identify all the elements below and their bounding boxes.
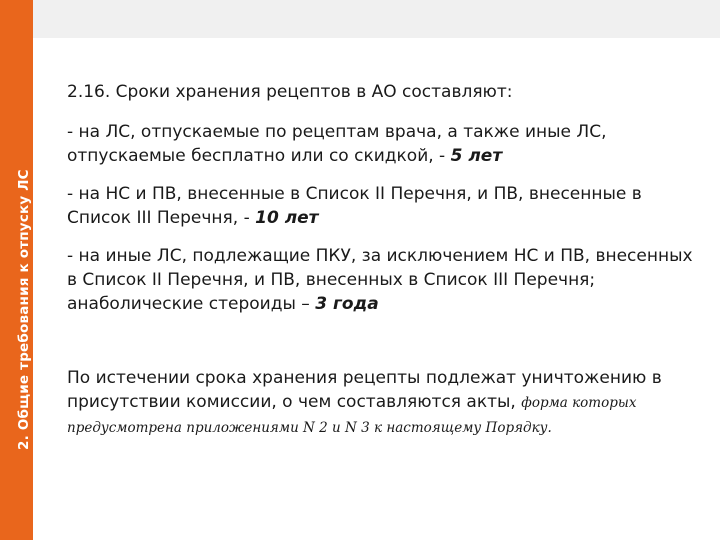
list-item-term: 3 года	[315, 294, 379, 314]
top-band	[0, 0, 720, 38]
list-item-term: 10 лет	[255, 208, 319, 228]
list-item-text: - на иные ЛС, подлежащие ПКУ, за исключением НС и ПВ, внесенных в Список II Перечня, и ПВ, внесенных в Список III Перечня; анаболические стероиды –	[67, 246, 693, 314]
sidebar	[0, 0, 33, 540]
final-text: По истечении срока хранения рецепты подлежат уничтожению в присутствии комиссии, о чем составляются акты,	[67, 368, 662, 412]
final-paragraph	[67, 366, 707, 440]
slide-content	[67, 80, 707, 440]
list-item-text: - на НС и ПВ, внесенные в Список II Перечня, и ПВ, внесенные в Список III Перечня, -	[67, 184, 642, 228]
list-item	[67, 182, 707, 230]
section-heading: 2.16. Сроки хранения рецептов в АО составляют:	[67, 82, 513, 102]
final-note: форма которых предусмотрена приложениями N 2 и N 3 к настоящему Порядку.	[67, 395, 637, 436]
list-item-text: - на ЛС, отпускаемые по рецептам врача, а также иные ЛС, отпускаемые бесплатно или со скидкой, -	[67, 122, 607, 166]
list-item	[67, 120, 707, 168]
list-item	[67, 244, 707, 316]
sidebar-title: 2. Общие требования к отпуску ЛС	[16, 169, 32, 450]
list-item-term: 5 лет	[450, 146, 503, 166]
